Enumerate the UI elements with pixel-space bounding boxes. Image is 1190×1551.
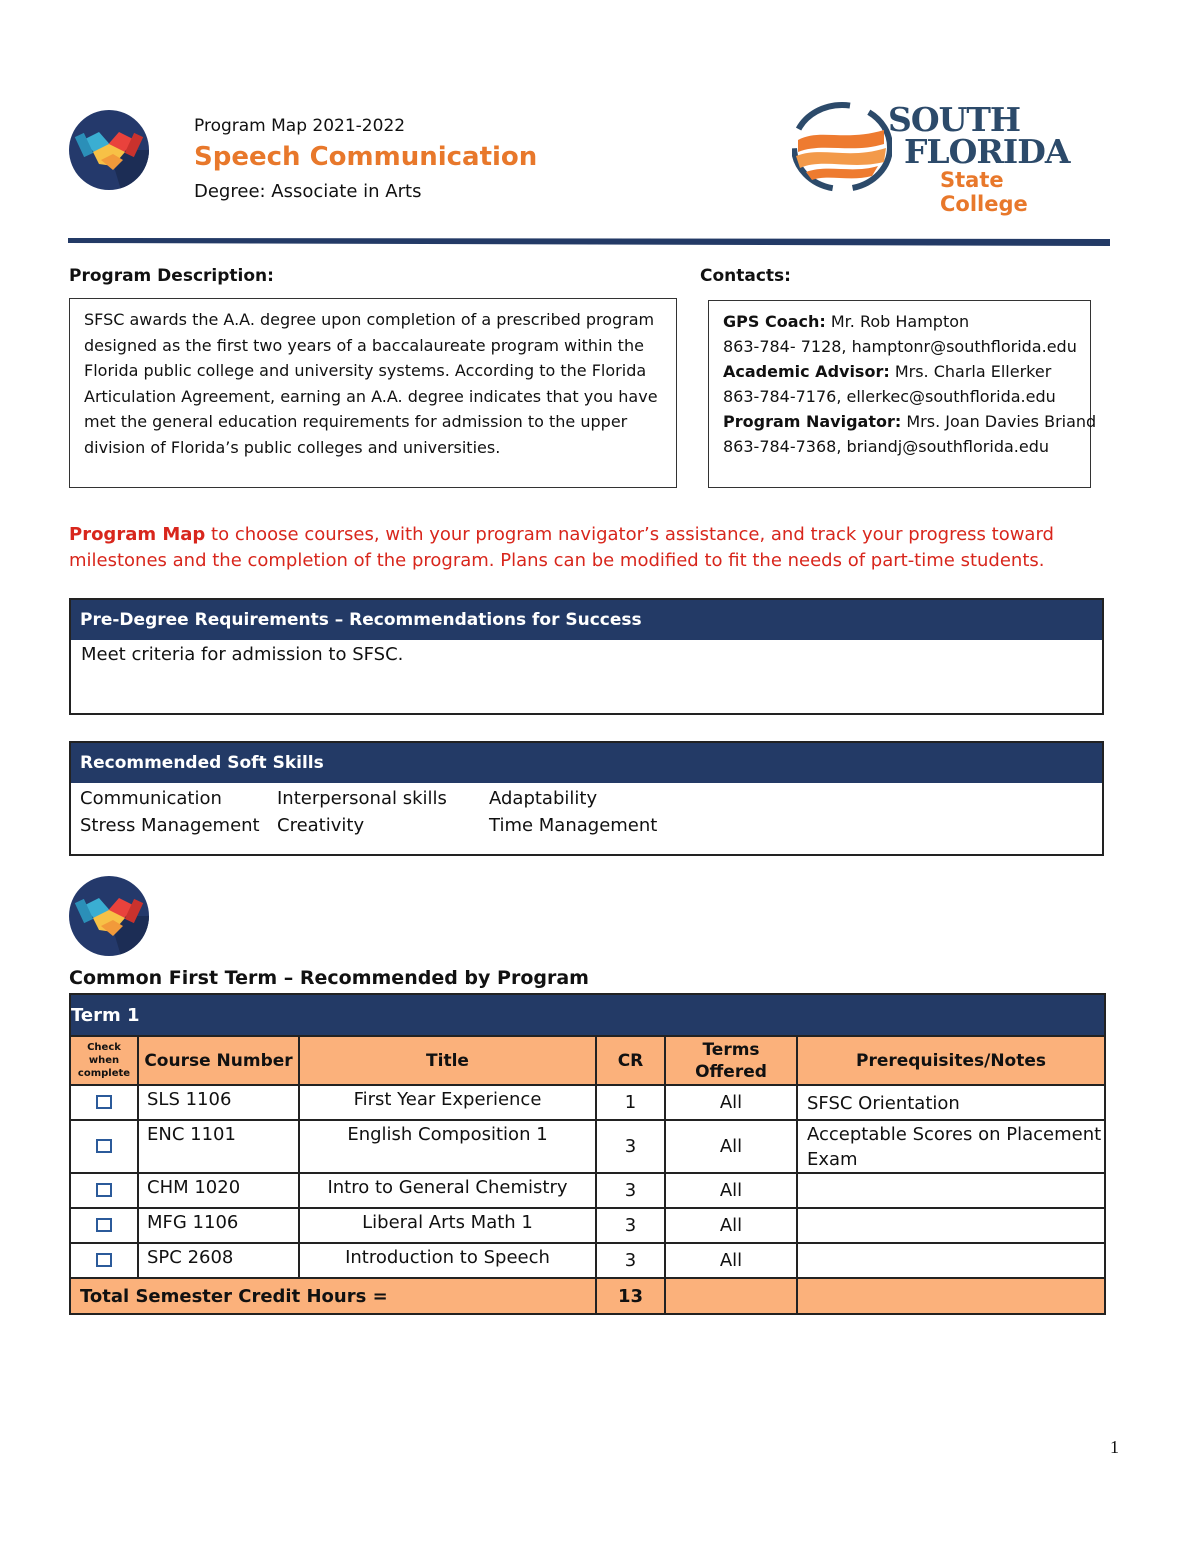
soft-skill: Interpersonal skills [277, 788, 447, 809]
complete-checkbox[interactable] [96, 1139, 112, 1153]
program-navigator-contact: 863-784-7368, briandj@southflorida.edu [723, 437, 1049, 456]
college-logo [792, 98, 1092, 216]
soft-skill: Time Management [489, 815, 658, 836]
notes-column-header: Prerequisites/Notes [797, 1036, 1105, 1085]
complete-checkbox[interactable] [96, 1095, 112, 1109]
program-navigator: Program Navigator: Mrs. Joan Davies Briand [723, 412, 1097, 431]
column-headers [70, 1036, 1105, 1085]
complete-checkbox[interactable] [96, 1218, 112, 1232]
total-empty-cell [665, 1278, 797, 1314]
college-name-line3: State College [940, 168, 1028, 216]
course-credits: 3 [596, 1243, 665, 1278]
program-logo-small [69, 876, 149, 956]
course-number-column-header: Course Number [138, 1036, 299, 1085]
program-map-label: Program Map 2021-2022 [194, 116, 406, 136]
terms-offered: All [665, 1173, 797, 1208]
table-row [70, 1208, 1105, 1243]
course-credits: 3 [596, 1208, 665, 1243]
course-title: First Year Experience [299, 1085, 596, 1120]
complete-checkbox[interactable] [96, 1253, 112, 1267]
terms-offered: All [665, 1120, 797, 1173]
handshake-icon [69, 110, 149, 190]
page-number: 1 [1110, 1437, 1119, 1457]
soft-skill: Communication [80, 788, 222, 809]
handshake-icon [69, 876, 149, 956]
soft-skill: Stress Management [80, 815, 260, 836]
program-description-box [69, 298, 677, 488]
table-row [70, 1243, 1105, 1278]
course-title: Introduction to Speech [299, 1243, 596, 1278]
course-title: Liberal Arts Math 1 [299, 1208, 596, 1243]
soft-skill: Adaptability [489, 788, 598, 809]
pre-degree-panel [69, 598, 1104, 715]
table-row [70, 1120, 1105, 1173]
contacts-heading: Contacts: [700, 266, 791, 286]
course-credits: 3 [596, 1173, 665, 1208]
terms-offered-column-header: Terms Offered [665, 1036, 797, 1085]
gps-coach: GPS Coach: Mr. Rob Hampton [723, 312, 970, 331]
header-divider [68, 236, 1110, 246]
course-notes [797, 1173, 1105, 1208]
terms-offered: All [665, 1085, 797, 1120]
course-credits: 1 [596, 1085, 665, 1120]
course-title: English Composition 1 [299, 1120, 596, 1173]
soft-skill: Creativity [277, 815, 365, 836]
term-1-table [69, 993, 1106, 1315]
total-row [70, 1278, 1105, 1314]
course-number: SPC 2608 [138, 1243, 299, 1278]
program-logo [69, 110, 149, 190]
program-description-heading: Program Description: [69, 266, 274, 286]
course-title: Intro to General Chemistry [299, 1173, 596, 1208]
table-row [70, 1085, 1105, 1120]
college-name-line1: SOUTH [888, 100, 1021, 139]
course-number: SLS 1106 [138, 1085, 299, 1120]
complete-checkbox[interactable] [96, 1183, 112, 1197]
course-number: MFG 1106 [138, 1208, 299, 1243]
table-row [70, 1173, 1105, 1208]
terms-offered: All [665, 1243, 797, 1278]
cr-column-header: CR [596, 1036, 665, 1085]
total-label: Total Semester Credit Hours = [70, 1278, 596, 1314]
gps-coach-contact: 863-784- 7128, hamptonr@southflorida.edu [723, 337, 1077, 356]
soft-skills-heading: Recommended Soft Skills [71, 743, 1102, 783]
course-number: ENC 1101 [138, 1120, 299, 1173]
college-name-line2: FLORIDA [904, 132, 1070, 171]
course-credits: 3 [596, 1120, 665, 1173]
course-notes [797, 1243, 1105, 1278]
pre-degree-heading: Pre-Degree Requirements – Recommendations for Success [71, 600, 1102, 640]
title-column-header: Title [299, 1036, 596, 1085]
program-description-text: SFSC awards the A.A. degree upon completion of a prescribed program designed as the first two years of a baccalaureate program within the Florida public college and university systems. According to the Florida Articulation Agreement, earning an A.A. degree indicates that you have met the general education requirements for admission to the upper division of Florida’s public colleges and universities. [84, 310, 658, 457]
pre-degree-text: Meet criteria for admission to SFSC. [81, 644, 404, 665]
check-column-header: Check when complete [70, 1036, 138, 1085]
term-label: Term 1 [70, 994, 1105, 1036]
total-empty-cell [797, 1278, 1105, 1314]
terms-offered: All [665, 1208, 797, 1243]
academic-advisor-contact: 863-784-7176, ellerkec@southflorida.edu [723, 387, 1056, 406]
program-title: Speech Communication [194, 142, 538, 172]
course-number: CHM 1020 [138, 1173, 299, 1208]
contacts-box [708, 300, 1097, 488]
academic-advisor: Academic Advisor: Mrs. Charla Ellerker [723, 362, 1052, 381]
program-map-note: Program Map to choose courses, with your program navigator’s assistance, and track your progress toward milestones and the completion of the program. Plans can be modified to fit the needs of part-time students. [69, 524, 1054, 571]
course-notes [797, 1208, 1105, 1243]
course-notes: Acceptable Scores on Placement Exam [797, 1120, 1105, 1173]
degree-label: Degree: Associate in Arts [194, 181, 422, 202]
course-notes: SFSC Orientation [797, 1085, 1105, 1120]
total-credits: 13 [596, 1278, 665, 1314]
first-term-heading: Common First Term – Recommended by Program [69, 967, 589, 989]
soft-skills-panel [69, 741, 1104, 856]
college-emblem-icon [792, 102, 892, 192]
